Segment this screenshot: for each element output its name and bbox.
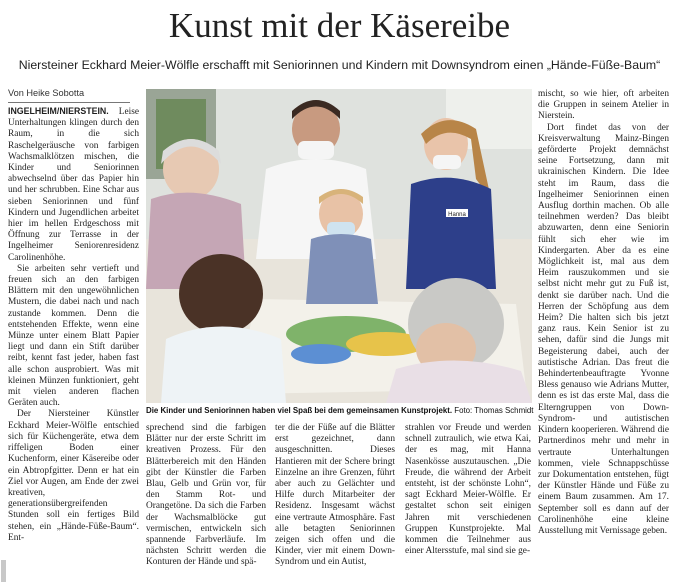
column-1 xyxy=(8,106,139,544)
byline: Von Heike Sobotta xyxy=(8,88,85,98)
article-subheadline: Niersteiner Eckhard Meier-Wölfle erschafft mit Seniorinnen und Kindern mit Downsyndrom einen „Hände-Füße-Baum“ xyxy=(18,58,661,72)
paragraph-7: mischt, so wie hier, oft arbeiten die Gruppen in seinem Atelier in Nierstein. xyxy=(538,89,669,122)
paragraph-5: ter die der Füße auf die Blätter erst gezeichnet, dann ausgeschnitten. Dieses Hantieren mit der Schere bringt Einzelne an ihre Grenzen, führt aber auch zu Gelächter und Hilfe durch Mitarbeiter der Residenz. Insgesamt wächst eine vertraute Atmosphäre. Fast alle betagten Seniorinnen zeigen sich offen und die Kinder, vier mit einem Down-Syndrom und ein Autist, xyxy=(275,423,395,568)
photo-credit: Foto: Thomas Schmidt xyxy=(454,406,534,415)
paragraph-6: strahlen vor Freude und werden schnell zutraulich, wie etwa Kai, der es mag, mit Hanna Nasenkösse auszutauschen. „Die Freude, die während der Arbeit entsteht, ist der schönste Lohn“, sagt Eckhard Meier-Wölfle. Er gestaltet schon seit einigen Jahren mit verschiedenen Gruppen Kunstprojekte. Mal kommen die Teilnehmer aus einer Altersstufe, mal sind sie ge- xyxy=(405,423,531,557)
article-photo xyxy=(146,89,532,403)
paragraph-3: Der Niersteiner Künstler Eckhard Meier-Wölfle entschied sich für Küchengeräte, etwa dem riffeligen Boden einer Kuchenform, einer Käsereibe oder ein Abtropfgitter. Denn er hat ein Ziel vor Augen, am Ende der zwei kreativen, generationsübergreifenden Stunden soll ein fertiges Bild stehen, ein „Hände-Füße-Baum“. Ent- xyxy=(8,409,139,543)
name-tag: Hanna xyxy=(448,212,466,218)
photo-caption xyxy=(146,406,532,416)
column-2 xyxy=(538,89,669,537)
paragraph-1 xyxy=(8,106,139,264)
byline-rule xyxy=(8,102,130,103)
paragraph-1-text: Leise Unterhaltungen klingen durch den Raum, in die sich Raschelgeräusche von farbigen Wachsmalklötzen mischen, die Kinder und Seniorinnen abwechselnd über das Papier hin und her schrubben. Eine Schar aus sieben Seniorinnen und fünf Kindern und Jugendlichen arbeitet hier im hellen Erdgeschoss mit Öffnung zur Terrasse in der Ingelheimer Seniorenresidenz Carolinenhöhe. xyxy=(8,107,139,263)
paragraph-4: sprechend sind die farbigen Blätter nur der erste Schritt im kreativen Prozess. Für den Blätterbereich mit den Händen gibt der Künstler die Farben Blau, Gelb und Grün vor, für den Stamm Rot- und Orangetöne. Da sich die Farben der Wachsmalblöcke gut vermischen, entwickeln sich spannende Farbverläufe. Im nächsten Schritt werden die Konturen der Hände und spä- xyxy=(146,423,266,568)
column-5 xyxy=(405,423,531,557)
column-3 xyxy=(146,423,266,569)
article-headline: Kunst mit der Käsereibe xyxy=(168,6,511,45)
scroll-gripper[interactable] xyxy=(1,560,6,582)
paragraph-2: Sie arbeiten sehr vertieft und freuen sich an den farbigen Blättern mit den ungewöhnlichen Mustern, die dabei nach und nach zustande kommen. Denn die entstehenden Effekte, wenn eine Münze unter einem Blatt Papier liegt und dann ein Stift darüber reibt, kennt fast jeder, haben fast alle schon ausprobiert. Was mit kleinen Münzen funktioniert, geht mit vielen anderen flachen Geräten auch. xyxy=(8,263,139,409)
newspaper-photo xyxy=(146,89,532,403)
paragraph-8: Dort findet das von der Kreisverwaltung Mainz-Bingen geförderte Projekt demnächst seine Fortsetzung, dann mit ukrainischen Kindern. Die Idee steht im Raum, dass die Ingelheimer Seniorinnen einen Ausflug dorthin machen. Ob alle teilnehmen werden? Das bleibt abzuwarten, denn eine Seniorin fühlt sich eher wie im Kindergarten. Aber da es eine Möglichkeit ist, mal aus dem Heim rauszukommen und sie selbst nicht mehr gut zu Fuß ist, denkt sie darüber nach. Und die Herren der Schöpfung aus dem Heim? Die halten sich bis jetzt ganz raus. Kein Senior ist zu sehen, dafür sind die Jungs mit Begeisterung dabei, auch der autistische Adrian. Das freut die Behindertenbeauftragte Yvonne Bless genauso wie Adrians Mutter, denn es ist das erste Mal, dass die Elterngruppen von Down-Syndrom- und autistischen Kindern kooperieren. Während die Partnerdinos mehr und mehr in vertraute Unterhaltungen kommen, viele Schnappschüsse zur Dokumentation entstehen, fügt der Künstler Hände und Füße zu einem Baum zusammen. Am 17. September soll es dann auf der Carolinenhöhe eine kleine Ausstellung mit Vernissage geben. xyxy=(538,122,669,536)
caption-text: Die Kinder und Seniorinnen haben viel Spaß bei dem gemeinsamen Kunstprojekt. xyxy=(146,406,453,415)
dateline: INGELHEIM/NIERSTEIN. xyxy=(8,106,109,116)
column-4 xyxy=(275,423,395,569)
